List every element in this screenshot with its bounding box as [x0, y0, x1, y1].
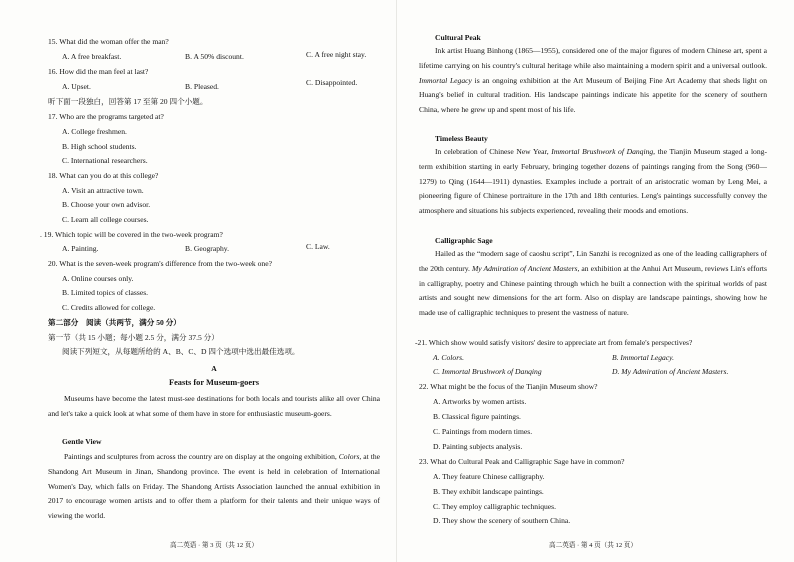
- q16-option-a: A. Upset.: [62, 82, 91, 91]
- cultural-peak-italic: Immortal Legacy: [419, 75, 472, 85]
- cultural-peak-text-1: Ink artist Huang Binhong (1865—1955), considered one of the major figures of modern Chinese art, spent a lifetime carrying on his country's cultural heritage while also maintaining a modern spirit and a universal outlook.: [419, 46, 767, 70]
- calligraphic-sage-text-2: , an exhibition at the Anhui Art Museum, reviews Lin's efforts in calligraphy, poetry and Chinese painting through which he built a connection with the spiritual worlds of past artists and sought new dimensions for the art form. Also on display are landscape paintings, showing how he made use of calligraphic techniques to present the vastness of nature.: [419, 263, 767, 318]
- q17-option-c: C. International researchers.: [62, 156, 148, 165]
- q21-option-d: D. My Admiration of Ancient Masters.: [612, 367, 729, 376]
- q21-option-a: A. Colors.: [433, 353, 465, 362]
- question-22: 22. What might be the focus of the Tianjin Museum show?: [419, 382, 598, 391]
- passage-intro: [48, 392, 380, 422]
- timeless-beauty-text-2: , the Tianjin Museum staged a long-term exhibition starting in early February, bringing together dozens of paintings ranging from the Song (960—1279) to Qing (1644—1911) dynasties. Examples include a portrait of an aristocratic woman by Leng Mei, a pioneering figure of Chinese portraiture in the 17th and 18th centuries. Leng's paintings successfully convey the atmosphere and situations his subjects experienced, revealing their moods and emotions.: [419, 147, 767, 216]
- q16-option-c: C. Disappointed.: [306, 78, 358, 87]
- timeless-beauty-paragraph: [419, 145, 767, 219]
- question-21: -21. Which show would satisfy visitors' desire to appreciate art from female's perspectives?: [415, 338, 693, 347]
- section1-title: 第一节（共 15 小题；每小题 2.5 分，满分 37.5 分）: [48, 333, 219, 342]
- q22-option-d: D. Painting subjects analysis.: [433, 442, 523, 451]
- timeless-beauty-title: Timeless Beauty: [435, 134, 488, 143]
- right-footer: 高二英语 · 第 4 页（共 12 页）: [549, 542, 637, 549]
- instruction-17-20: 听下面一段独白，回答第 17 至第 20 四个小题。: [48, 97, 208, 106]
- question-20: 20. What is the seven-week program's difference from the two-week one?: [48, 259, 272, 268]
- gentle-view-paragraph: [48, 450, 380, 524]
- q18-option-b: B. Choose your own advisor.: [62, 200, 151, 209]
- cultural-peak-paragraph: [419, 44, 767, 118]
- cultural-peak-text-2: is an ongoing exhibition at the Art Museum of Beijing Fine Art Academy that sheds light on Huang's belief in cultural tradition. His landscape paintings indicate his appetite for the scenery of southern China, where he grew up and spent most of his life.: [419, 75, 767, 115]
- gentle-view-title: Gentle View: [62, 437, 102, 446]
- calligraphic-sage-paragraph: [419, 247, 767, 321]
- q22-option-c: C. Paintings from modern times.: [433, 427, 533, 436]
- right-page: [397, 0, 794, 562]
- q21-option-c: C. Immortal Brushwork of Danqing: [433, 367, 542, 376]
- timeless-beauty-text-1: In celebration of Chinese New Year,: [435, 147, 552, 156]
- q22-option-a: A. Artworks by women artists.: [433, 397, 527, 406]
- q15-option-a: A. A free breakfast.: [62, 52, 122, 61]
- q19-option-b: B. Geography.: [185, 244, 230, 253]
- q17-option-a: A. College freshmen.: [62, 127, 127, 136]
- q19-option-a: A. Painting.: [62, 244, 99, 253]
- q21-option-b: B. Immortal Legacy.: [612, 353, 675, 362]
- calligraphic-sage-title: Calligraphic Sage: [435, 236, 493, 245]
- part2-title: 第二部分 阅读（共两节，满分 50 分）: [48, 318, 181, 327]
- passage-title: Feasts for Museum-goers: [168, 378, 260, 387]
- calligraphic-sage-text-1: Hailed as the “modern sage of caoshu script”, Lin Sanzhi is recognized as one of the leading calligraphers of the 20th century.: [419, 249, 767, 273]
- q23-option-a: A. They feature Chinese calligraphy.: [433, 472, 545, 481]
- q19-option-c: C. Law.: [306, 242, 330, 251]
- q15-option-c: C. A free night stay.: [306, 50, 367, 59]
- q22-option-b: B. Classical figure paintings.: [433, 412, 521, 421]
- q16-option-b: B. Pleased.: [185, 82, 219, 91]
- question-18: 18. What can you do at this college?: [48, 171, 159, 180]
- q20-option-b: B. Limited topics of classes.: [62, 288, 149, 297]
- q20-option-c: C. Credits allowed for college.: [62, 303, 156, 312]
- gentle-view-italic: Colors: [338, 452, 360, 461]
- q23-option-d: D. They show the scenery of southern China.: [433, 516, 571, 525]
- question-17: 17. Who are the programs targeted at?: [48, 112, 164, 121]
- question-16: 16. How did the man feel at last?: [48, 67, 149, 76]
- gentle-view-text-1: Paintings and sculptures from across the country are on display at the ongoing exhibition,: [64, 452, 339, 461]
- question-23: 23. What do Cultural Peak and Calligraphic Sage have in common?: [419, 457, 625, 466]
- gentle-view-text-2: , at the Shandong Art Museum in Jinan, Shandong province. The event is held in celebration of International Women's Day, which falls on Friday. The Shandong Artists Association launched the annual exhibition in 2017 to encourage women artists and to offer them a platform for their talents and their unique ways of viewing the world.: [48, 452, 380, 521]
- q23-option-c: C. They employ calligraphic techniques.: [433, 502, 557, 511]
- calligraphic-sage-italic: My Admiration of Ancient Masters: [471, 263, 578, 273]
- timeless-beauty-italic: Immortal Brushwork of Danqing: [551, 147, 654, 156]
- q20-option-a: A. Online courses only.: [62, 274, 134, 283]
- question-19: . 19. Which topic will be covered in the two-week program?: [40, 230, 223, 239]
- passage-intro-text: Museums have become the latest must-see destinations for both locals and tourists alike all over China and let's take a quick look at what some of them have in store for enthusiastic museum-goers.: [48, 394, 380, 418]
- q18-option-a: A. Visit an attractive town.: [62, 186, 144, 195]
- q17-option-b: B. High school students.: [62, 142, 137, 151]
- q23-option-b: B. They exhibit landscape paintings.: [433, 487, 544, 496]
- cultural-peak-title: Cultural Peak: [435, 33, 481, 42]
- q15-option-b: B. A 50% discount.: [185, 52, 244, 61]
- left-footer: 高二英语 · 第 3 页（共 12 页）: [170, 542, 258, 549]
- section1-instruction: 阅读下列短文，从每题所给的 A、B、C、D 四个选项中选出最佳选项。: [62, 347, 300, 356]
- passage-letter: A: [211, 364, 217, 373]
- q18-option-c: C. Learn all college courses.: [62, 215, 149, 224]
- question-15: 15. What did the woman offer the man?: [48, 37, 169, 46]
